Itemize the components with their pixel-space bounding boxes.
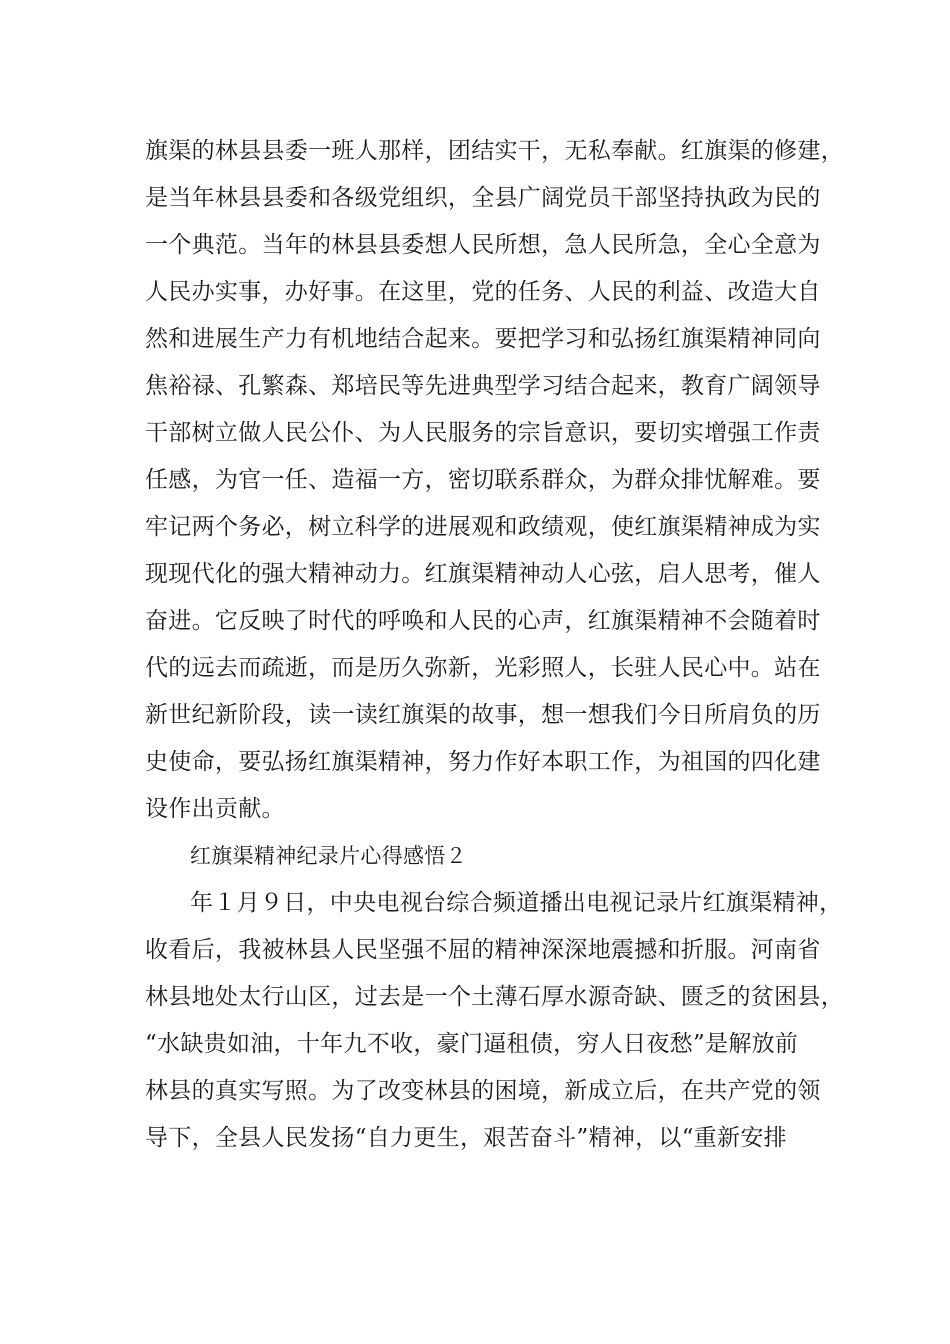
text-line: 代的远去而疏逝，而是历久弥新，光彩照人，长驻人民心中。站在 (145, 655, 821, 681)
text-line: 设作出贡献。 (145, 796, 285, 822)
text-line: 现现代化的强大精神动力。红旗渠精神动人心弦，启人思考，催人 (145, 561, 821, 587)
text-line: 牢记两个务必，树立科学的进展观和政绩观，使红旗渠精神成为实 (145, 514, 821, 540)
text-line: 旗渠的林县县委一班人那样，团结实干，无私奉献。红旗渠的修建， (145, 138, 844, 164)
text-line: 新世纪新阶段，读一读红旗渠的故事，想一想我们今日所肩负的历 (145, 702, 821, 728)
text-line: 任感，为官一任、造福一方，密切联系群众，为群众排忧解难。要 (145, 467, 821, 493)
text-line: 导下，全县人民发扬“自力更生，艰苦奋斗”精神，以“重新安排 (145, 1125, 787, 1151)
text-line: 年１月９日，中央电视台综合频道播出电视记录片红旗渠精神， (190, 890, 843, 916)
text-line: 林县的真实写照。为了改变林县的困境，新成立后，在共产党的领 (145, 1078, 821, 1104)
text-line: 然和进展生产力有机地结合起来。要把学习和弘扬红旗渠精神同向 (145, 326, 821, 352)
text-line: 干部树立做人民公仆、为人民服务的宗旨意识，要切实增强工作责 (145, 420, 821, 446)
text-line: 一个典范。当年的林县县委想人民所想，急人民所急，全心全意为 (145, 232, 821, 258)
text-line: “水缺贵如油，十年九不收，豪门逼租债，穷人日夜愁”是解放前 (145, 1031, 799, 1057)
text-line: 是当年林县县委和各级党组织，全县广阔党员干部坚持执政为民的 (145, 185, 821, 211)
text-line: 焦裕禄、孔繁森、郑培民等先进典型学习结合起来，教育广阔领导 (145, 373, 821, 399)
text-line: 史使命，要弘扬红旗渠精神，努力作好本职工作，为祖国的四化建 (145, 749, 821, 775)
text-line: 奋进。它反映了时代的呼唤和人民的心声，红旗渠精神不会随着时 (145, 608, 821, 634)
text-line: 林县地处太行山区，过去是一个土薄石厚水源奇缺、匮乏的贫困县， (145, 984, 844, 1010)
text-line: 人民办实事，办好事。在这里，党的任务、人民的利益、改造大自 (145, 279, 821, 305)
text-line: 收看后，我被林县人民坚强不屈的精神深深地震撼和折服。河南省 (145, 937, 821, 963)
section-heading: 红旗渠精神纪录片心得感悟２ (190, 844, 467, 868)
